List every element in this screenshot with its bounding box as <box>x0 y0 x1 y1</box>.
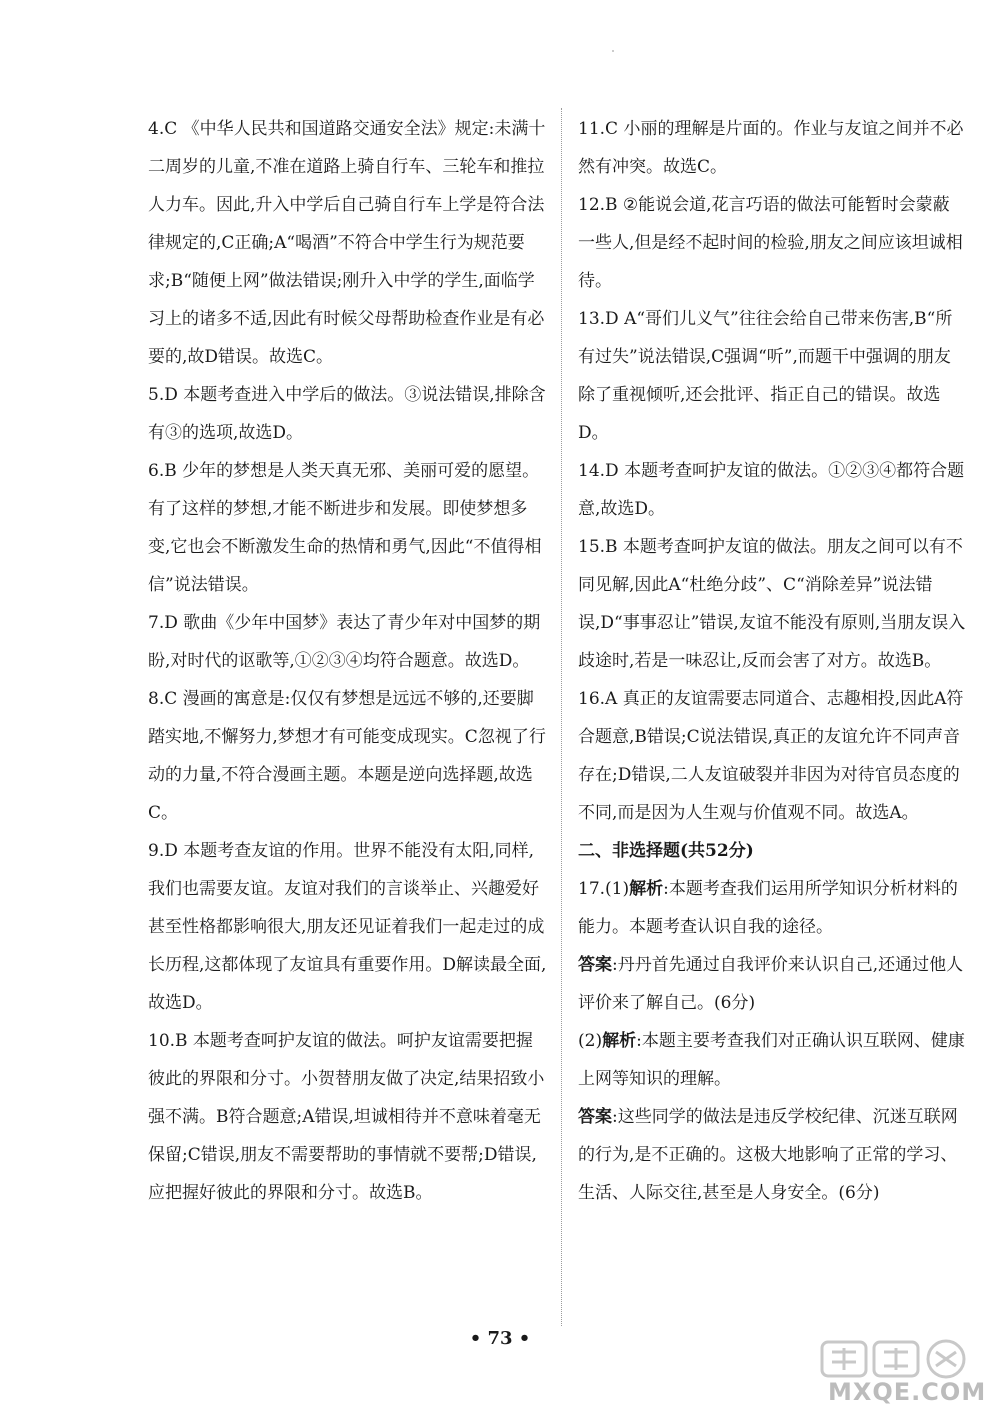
answer-item-12 <box>578 186 966 300</box>
column-divider <box>561 108 562 1326</box>
answer-item-15 <box>578 528 966 680</box>
answer-item-11 <box>578 110 966 186</box>
answer-text: 15.B 本题考查呵护友谊的做法。朋友之间可以有不同见解,因此A“杜绝分歧”、C“消除差异”说法错误,D“事事忍让”错误,友谊不能没有原则,当朋友误入歧途时,若是一味忍让,反而会害了对方。故选B。 <box>578 537 966 671</box>
left-column <box>148 110 548 1212</box>
answer-item-9 <box>148 832 548 1022</box>
answer-text: 4.C 《中华人民共和国道路交通安全法》规定:未满十二周岁的儿童,不准在道路上骑自行车、三轮车和推拉人力车。因此,升入中学后自己骑自行车上学是符合法律规定的,C正确;A“喝酒”不符合中学生行为规范要求;B“随便上网”做法错误;刚升入中学的学生,面临学习上的诸多不适,因此有时候父母帮助检查作业是有必要的,故D错误。故选C。 <box>148 119 546 367</box>
answer-text: 9.D 本题考查友谊的作用。世界不能没有太阳,同样,我们也需要友谊。友谊对我们的言谈举止、兴趣爱好甚至性格都影响很大,朋友还见证着我们一起走过的成长历程,这都体现了友谊具有重要作用。D解读最全面,故选D。 <box>148 841 547 1013</box>
answer-label: 答案 <box>578 1107 612 1127</box>
answer-text: 12.B ②能说会道,花言巧语的做法可能暂时会蒙蔽一些人,但是经不起时间的检验,朋友之间应该坦诚相待。 <box>578 195 963 291</box>
question-prefix: 17.(1) <box>578 879 630 899</box>
answer-text: :丹丹首先通过自我评价来认识自己,还通过他人评价来了解自己。(6分) <box>578 955 964 1013</box>
answer-text: 13.D A“哥们儿义气”往往会给自己带来伤害,B“所有过失”说法错误,C强调“听”,而题干中强调的朋友除了重视倾听,还会批评、指正自己的错误。故选D。 <box>578 309 953 443</box>
answer-item-8 <box>148 680 548 832</box>
answer-item-13 <box>578 300 966 452</box>
answer-text: 10.B 本题考查呵护友谊的做法。呵护友谊需要把握彼此的界限和分寸。小贺替朋友做了决定,结果招致小强不满。B符合题意;A错误,坦诚相待并不意味着毫无保留;C错误,朋友不需要帮助的事情就不要帮;D错误,应把握好彼此的界限和分寸。故选B。 <box>148 1031 545 1203</box>
analysis-label: 解析 <box>629 879 664 899</box>
answer-item-5 <box>148 376 548 452</box>
answer-item-14 <box>578 452 966 528</box>
answer-text: 14.D 本题考查呵护友谊的做法。①②③④都符合题意,故选D。 <box>578 461 965 519</box>
analysis-text: :本题考查我们运用所学知识分析材料的能力。本题考查认识自我的途径。 <box>578 879 958 937</box>
question-prefix: (2) <box>578 1031 603 1051</box>
answer-text: 7.D 歌曲《少年中国梦》表达了青少年对中国梦的期盼,对时代的讴歌等,①②③④均符合题意。故选D。 <box>148 613 541 671</box>
page-number: • 73 • <box>469 1328 531 1349</box>
answer-item-7 <box>148 604 548 680</box>
answer-text: :这些同学的做法是违反学校纪律、沉迷互联网的行为,是不正确的。这极大地影响了正常的学习、生活、人际交往,甚至是人身安全。(6分) <box>578 1107 958 1203</box>
section-heading: 二、非选择题(共52分) <box>578 841 754 861</box>
answer-text: 8.C 漫画的寓意是:仅仅有梦想是远远不够的,还要脚踏实地,不懈努力,梦想才有可能变成现实。C忽视了行动的力量,不符合漫画主题。本题是逆向选择题,故选C。 <box>148 689 546 823</box>
answer-label: 答案 <box>578 955 612 975</box>
answer-text: 11.C 小丽的理解是片面的。作业与友谊之间并不必然有冲突。故选C。 <box>578 119 964 177</box>
answer-item-17-2 <box>578 1022 966 1098</box>
answer-item-17-1 <box>578 870 966 946</box>
answer-text: 6.B 少年的梦想是人类天真无邪、美丽可爱的愿望。有了这样的梦想,才能不断进步和发展。即使梦想多变,它也会不断激发生命的热情和勇气,因此“不值得相信”说法错误。 <box>148 461 542 595</box>
analysis-text: :本题主要考查我们对正确认识互联网、健康上网等知识的理解。 <box>578 1031 965 1089</box>
watermark-text: MXQE.COM <box>828 1378 987 1406</box>
answer-17-2 <box>578 1098 966 1212</box>
right-column <box>578 110 966 1212</box>
analysis-label: 解析 <box>602 1031 637 1051</box>
answer-item-10 <box>148 1022 548 1212</box>
answer-17-1 <box>578 946 966 1022</box>
scan-dot <box>612 50 614 52</box>
answer-text: 16.A 真正的友谊需要志同道合、志趣相投,因此A符合题意,B错误;C说法错误,真正的友谊允许不同声音存在;D错误,二人友谊破裂并非因为对待官员态度的不同,而是因为人生观与价值观不同。故选A。 <box>578 689 964 823</box>
answer-text: 5.D 本题考查进入中学后的做法。③说法错误,排除含有③的选项,故选D。 <box>148 385 546 443</box>
answer-item-4 <box>148 110 548 376</box>
answer-item-6 <box>148 452 548 604</box>
answer-item-16 <box>578 680 966 832</box>
